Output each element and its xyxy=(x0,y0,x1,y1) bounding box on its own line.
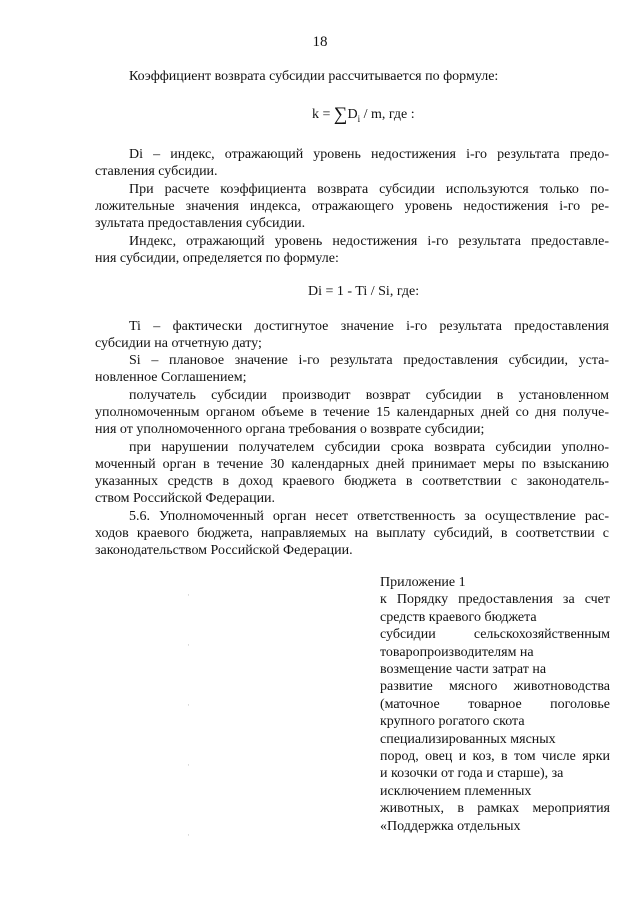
def-t-line-2: субсидии на отчетную дату; xyxy=(95,336,262,351)
formula-subscript: i xyxy=(357,113,361,124)
violation-para-line-2: моченный орган в течение 30 календарных дней принимает меры по взысканию xyxy=(95,457,609,472)
formula-k: k = xyxy=(312,107,334,122)
calc-para-line-2: ложительные значения индекса, отражающего уровень недостижения i-го ре- xyxy=(95,199,609,214)
appendix-line: средств краевого бюджета xyxy=(380,609,537,625)
sum-symbol: ∑ xyxy=(333,104,348,125)
violation-para-line-3: указанных средств в доход краевого бюджета в соответствии с законодатель- xyxy=(95,474,609,489)
index-para-line-1: Индекс, отражающий уровень недостижения i-го результата предоставле- xyxy=(129,234,609,249)
page-number: 18 xyxy=(312,34,328,50)
appendix-title: Приложение 1 xyxy=(380,575,466,590)
appendix-line: развитие мясного животноводства xyxy=(380,679,610,695)
scan-speck: · xyxy=(187,590,190,600)
appendix-line: специализированных мясных xyxy=(380,731,556,747)
formula-d: D xyxy=(347,107,358,122)
appendix-line: крупного рогатого скота xyxy=(380,714,525,730)
def-s-line-1: Si – плановое значение i-го результата предоставления субсидии, уста- xyxy=(129,353,609,368)
scan-speck: · xyxy=(187,830,190,840)
appendix-line: животных, в рамках мероприятия xyxy=(380,801,610,817)
violation-para-line-1: при нарушении получателем субсидии срока возврата субсидии уполно- xyxy=(129,440,609,455)
appendix-line: возмещение части затрат на xyxy=(380,662,547,678)
appendix-block xyxy=(380,574,610,835)
scan-speck: · xyxy=(187,640,190,650)
index-para-line-2: ния субсидии, определяется по формуле: xyxy=(95,251,339,266)
return-para-line-3: ния от уполномоченного органа требования о возврате субсидии; xyxy=(95,422,485,437)
formula-intro: Коэффициент возврата субсидии рассчитывается по формуле: xyxy=(129,69,499,84)
def-d-line-2: ставления субсидии. xyxy=(95,164,218,179)
formula-rest: / m, где : xyxy=(360,107,415,122)
return-para-line-1: получатель субсидии производит возврат субсидии в установленном xyxy=(129,388,609,403)
appendix-line: исключением племенных xyxy=(380,783,532,799)
appendix-line: «Поддержка отдельных xyxy=(380,818,521,834)
clause-56-line-3: законодательством Российской Федерации. xyxy=(95,543,353,558)
violation-para-line-4: ством Российской Федерации. xyxy=(95,491,276,506)
appendix-line: и козочки от года и старше), за xyxy=(380,766,564,782)
scan-speck: · xyxy=(187,700,190,710)
calc-para-line-3: зультата предоставления субсидии. xyxy=(95,216,306,231)
index-formula: Di = 1 - Ti / Si, где: xyxy=(308,284,420,299)
clause-56-line-2: ходов краевого бюджета, направляемых на выплату субсидий, в соответствии с xyxy=(95,526,609,541)
def-d-line-1: Di – индекс, отражающий уровень недостижения i-го результата предо- xyxy=(129,147,609,162)
appendix-line: пород, овец и коз, в том числе ярки xyxy=(380,749,610,765)
appendix-line: товаропроизводителям на xyxy=(380,644,534,660)
clause-56-line-1: 5.6. Уполномоченный орган несет ответственность за осуществление рас- xyxy=(129,509,609,524)
return-para-line-2: уполномоченным органом объеме в течение 15 календарных дней со дня получе- xyxy=(95,405,609,420)
appendix-line: к Порядку предоставления за счет xyxy=(380,592,610,608)
appendix-line: (маточное товарное поголовье xyxy=(380,696,610,712)
appendix-line: субсидии сельскохозяйственным xyxy=(380,627,610,643)
def-t-line-1: Ti – фактически достигнутое значение i-го результата предоставления xyxy=(129,319,609,334)
coefficient-formula xyxy=(312,104,415,126)
calc-para-line-1: При расчете коэффициента возврата субсидии используются только по- xyxy=(129,182,609,197)
def-s-line-2: новленное Соглашением; xyxy=(95,370,247,385)
scan-speck: · xyxy=(187,760,190,770)
